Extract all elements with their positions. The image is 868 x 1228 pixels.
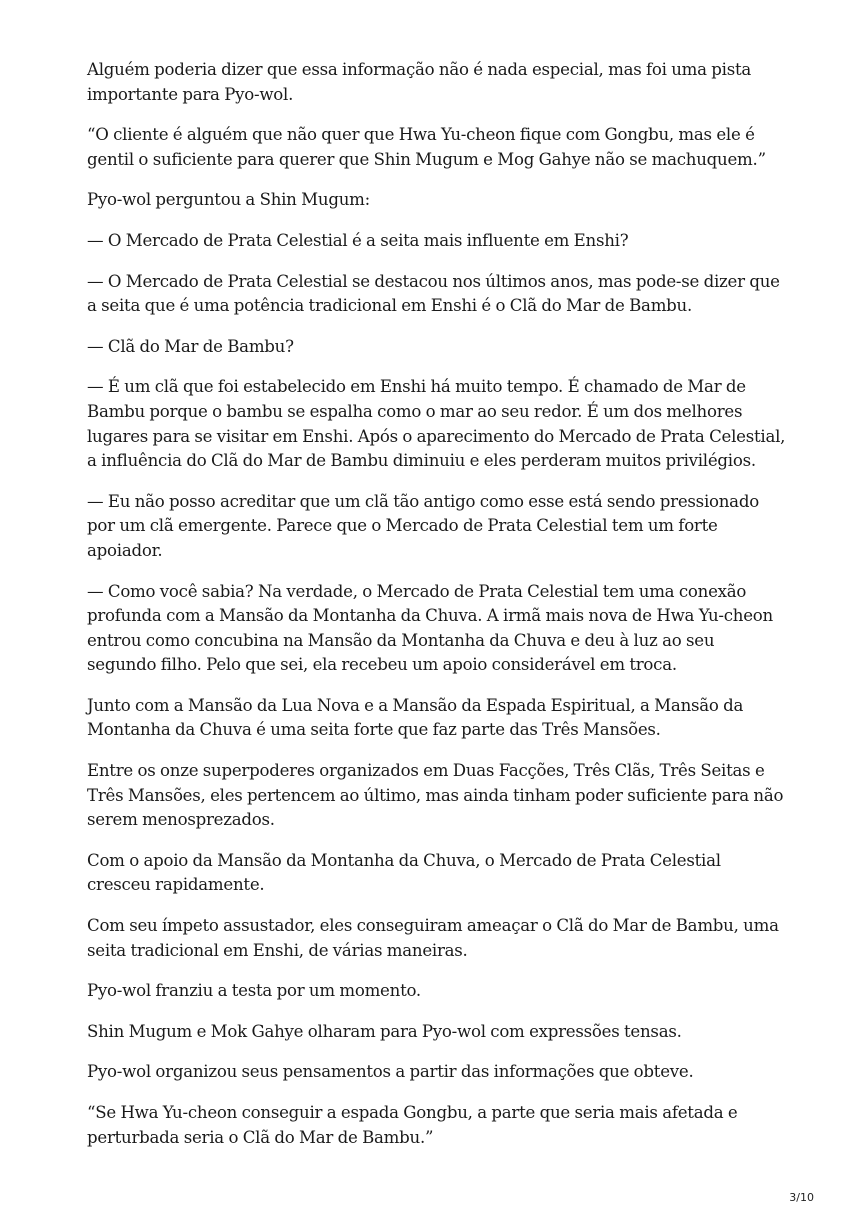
paragraph-2: “O cliente é alguém que não quer que Hwa Yu-cheon fique com Gongbu, mas ele é gentil o suficiente para querer que Shin Mugum e Mog Gahye não se machuquem.” (87, 125, 766, 169)
paragraph-4: — O Mercado de Prata Celestial é a seita mais influente em Enshi? (87, 230, 629, 250)
paragraph-9: — Como você sabia? Na verdade, o Mercado de Prata Celestial tem uma conexão profunda com a Mansão da Montanha da Chuva. A irmã mais nova de Hwa Yu-cheon entrou como concubina na Mansão da Montanha da Chuva e deu à luz ao seu segundo filho. Pelo que sei, ela recebeu um apoio considerável em troca. (87, 581, 773, 675)
paragraph-15: Shin Mugum e Mok Gahye olharam para Pyo-wol com expressões tensas. (87, 1021, 682, 1041)
paragraph-11: Entre os onze superpoderes organizados em Duas Facções, Três Clãs, Três Seitas e Três Mansões, eles pertencem ao último, mas ainda tinham poder suficiente para não serem menosprezados. (87, 761, 784, 830)
page-content (87, 58, 787, 1166)
paragraph-6: — Clã do Mar de Bambu? (87, 336, 294, 356)
paragraph-7: — É um clã que foi estabelecido em Enshi há muito tempo. É chamado de Mar de Bambu porque o bambu se espalha como o mar ao seu redor. É um dos melhores lugares para se visitar em Enshi. Após o aparecimento do Mercado de Prata Celestial, a influência do Clã do Mar de Bambu diminuiu e eles perderam muitos privilégios. (87, 377, 786, 471)
paragraph-17: “Se Hwa Yu-cheon conseguir a espada Gongbu, a parte que seria mais afetada e perturbada seria o Clã do Mar de Bambu.” (87, 1103, 738, 1147)
paragraph-16: Pyo-wol organizou seus pensamentos a partir das informações que obteve. (87, 1062, 694, 1082)
page-number: 3/10 (789, 1191, 814, 1204)
paragraph-10: Junto com a Mansão da Lua Nova e a Mansão da Espada Espiritual, a Mansão da Montanha da Chuva é uma seita forte que faz parte das Três Mansões. (87, 695, 744, 740)
paragraph-5: — O Mercado de Prata Celestial se destacou nos últimos anos, mas pode-se dizer que a seita que é uma potência tradicional em Enshi é o Clã do Mar de Bambu. (87, 271, 780, 316)
paragraph-8: — Eu não posso acreditar que um clã tão antigo como esse está sendo pressionado por um clã emergente. Parece que o Mercado de Prata Celestial tem um forte apoiador. (87, 491, 759, 560)
paragraph-12: Com o apoio da Mansão da Montanha da Chuva, o Mercado de Prata Celestial cresceu rapidamente. (87, 850, 721, 895)
paragraph-1: Alguém poderia dizer que essa informação não é nada especial, mas foi uma pista importante para Pyo-wol. (87, 60, 752, 104)
paragraph-14: Pyo-wol franziu a testa por um momento. (87, 981, 421, 1001)
paragraph-3: Pyo-wol perguntou a Shin Mugum: (87, 190, 370, 210)
paragraph-13: Com seu ímpeto assustador, eles conseguiram ameaçar o Clã do Mar de Bambu, uma seita tradicional em Enshi, de várias maneiras. (87, 916, 779, 960)
